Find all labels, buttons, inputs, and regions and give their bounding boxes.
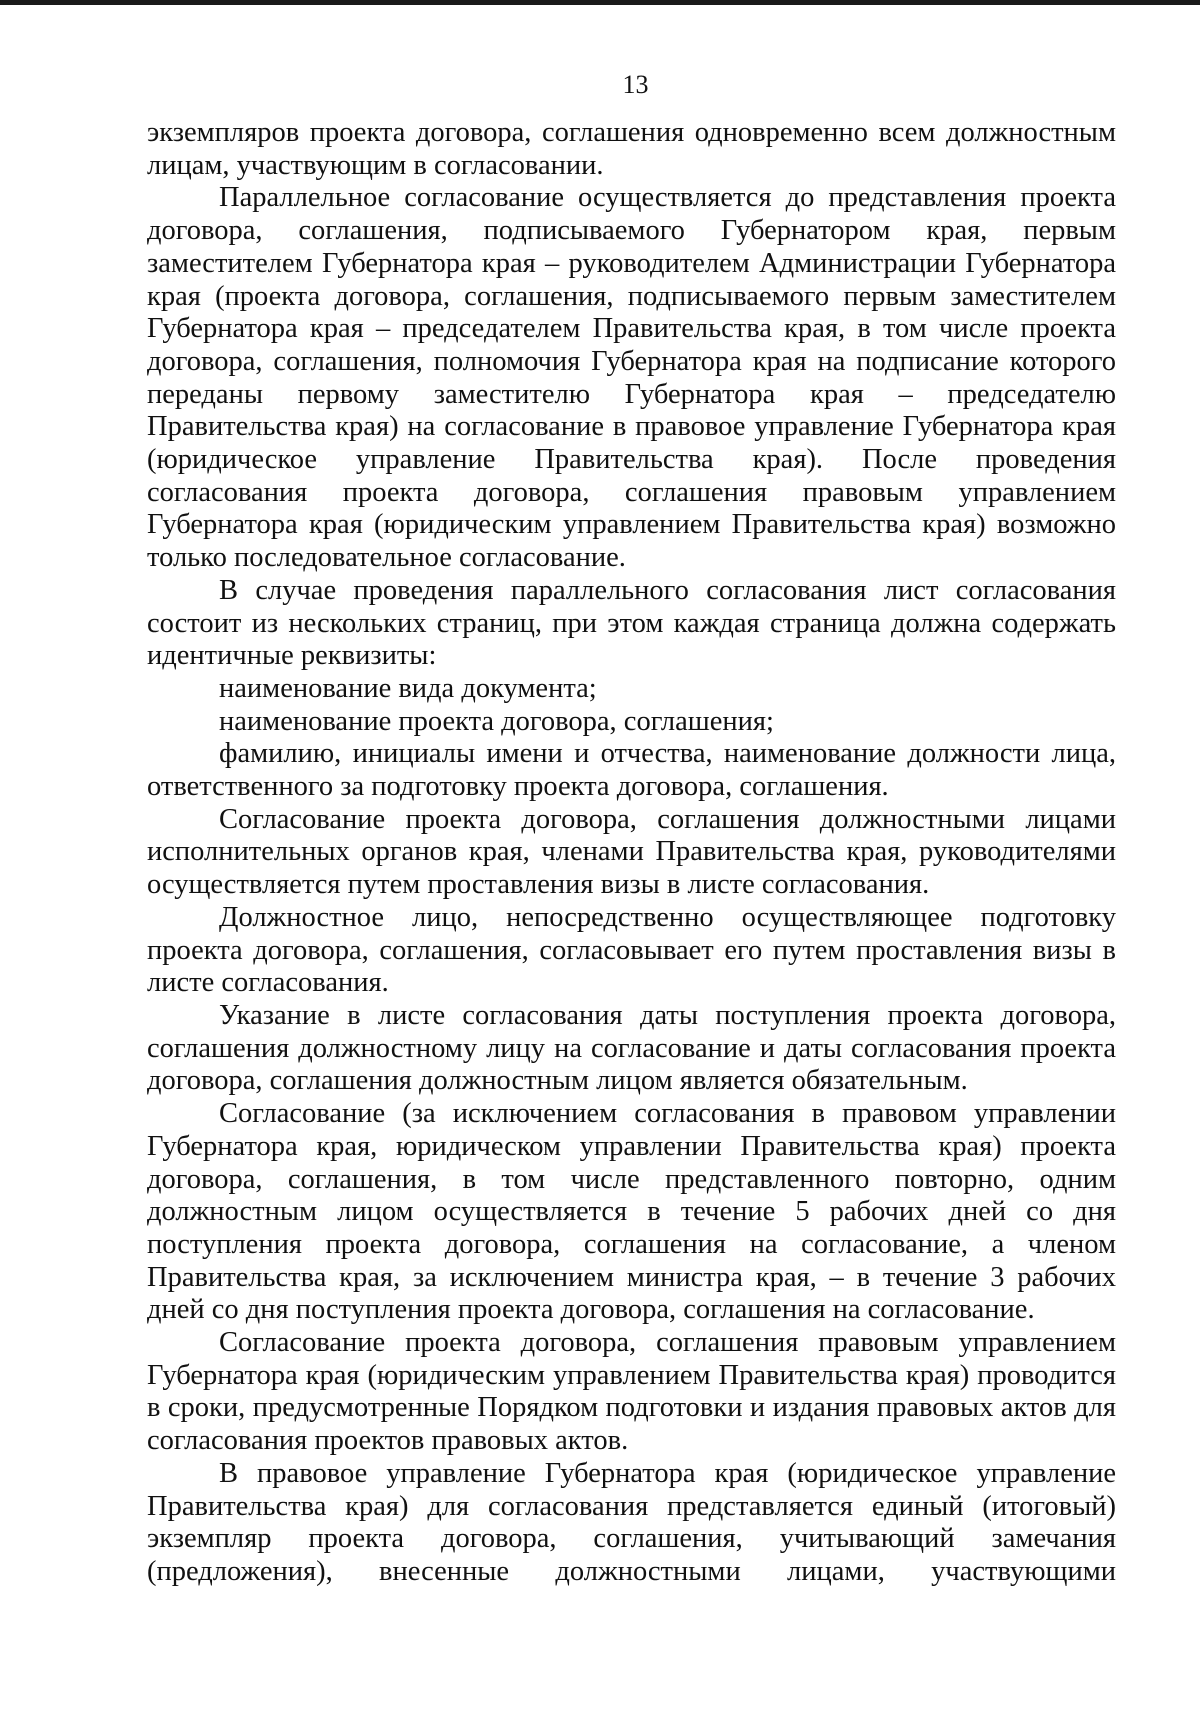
document-page [147,70,1116,1589]
paragraph-visa-approval: Согласование проекта договора, соглашения должностными лицами исполнительных органов края, членами Правительства края, руководителями осуществляется путем проставления визы в листе согласования. [147,803,1116,901]
paragraph-parallel-approval: Параллельное согласование осуществляется до представления проекта договора, соглашения, подписываемого Губернатором края, первым заместителем Губернатора края – руководителем Администрации Губернатора края (проекта договора, соглашения, подписываемого первым заместителем Губернатора края – председателем Правительства края, в том числе проекта договора, соглашения, полномочия Губернатора края на подписание которого переданы первому заместителю Губернатора края – председателю Правительства края) на согласование в правовое управление Губернатора края (юридическое управление Правительства края). После проведения согласования проекта договора, соглашения правовым управлением Губернатора края (юридическим управлением Правительства края) возможно только последовательное согласование. [147,182,1116,574]
paragraph-dates-mandatory: Указание в листе согласования даты поступления проекта договора, соглашения должностному лицу на согласование и даты согласования проекта договора, соглашения должностным лицом является обязательным. [147,999,1116,1097]
paragraph-preparer-visa: Должностное лицо, непосредственно осуществляющее подготовку проекта договора, соглашения, согласовывает его путем проставления визы в листе согласования. [147,901,1116,999]
page-number: 13 [622,70,649,99]
list-item-project-name: наименование проекта договора, соглашения; [219,705,774,737]
paragraph-approval-sheet: В случае проведения параллельного согласования лист согласования состоит из нескольких страниц, при этом каждая страница должна содержать идентичные реквизиты: [147,574,1116,672]
top-edge-rule [0,0,1200,5]
list-item-responsible-person: фамилию, инициалы имени и отчества, наименование должности лица, ответственного за подготовку проекта договора, соглашения. [147,738,1116,803]
paragraph-approval-terms: Согласование (за исключением согласования в правовом управлении Губернатора края, юридическом управлении Правительства края) проекта договора, соглашения, в том числе представленного повторно, одним должностным лицом осуществляется в течение 5 рабочих дней со дня поступления проекта договора, соглашения на согласование, а членом Правительства края, за исключением министра края, – в течение 3 рабочих дней со дня поступления проекта договора, соглашения на согласование. [147,1098,1116,1326]
list-item-document-type: наименование вида документа; [219,672,597,704]
paragraph-final-copy: В правовое управление Губернатора края (юридическое управление Правительства края) для согласования представляется единый (итоговый) экземпляр проекта договора, соглашения, учитывающий замечания (предложения), внесенные должностными лицами, участвующими [147,1457,1116,1587]
paragraph-legal-review-terms: Согласование проекта договора, соглашения правовым управлением Губернатора края (юридическим управлением Правительства края) проводится в сроки, предусмотренные Порядком подготовки и издания правовых актов для согласования проектов правовых актов. [147,1327,1116,1457]
paragraph-continuation: экземпляров проекта договора, соглашения одновременно всем должностным лицам, участвующим в согласовании. [147,117,1116,181]
